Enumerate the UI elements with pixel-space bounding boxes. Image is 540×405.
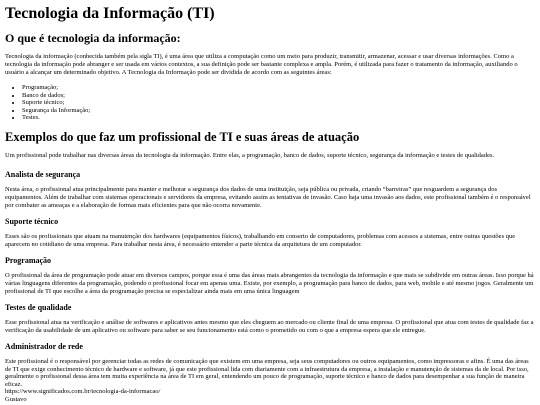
section-heading-programming: Programação	[5, 255, 52, 265]
author-name: Gustavo	[5, 395, 27, 403]
list-item: • Banco de dados;	[22, 92, 535, 100]
page-title: Tecnologia da Informação (TI)	[5, 5, 215, 22]
list-item: • Testes.	[22, 114, 535, 122]
section-heading-testing: Testes de qualidade	[5, 302, 72, 312]
list-item: • Programação;	[22, 84, 535, 92]
list-item: • Suporte técnico;	[22, 99, 535, 107]
areas-list	[5, 84, 535, 122]
intro-paragraph: Tecnologia da informação (conhecida também pela sigla TI), é uma área que utiliza a computação como um meio para produzir, transmitir, armazenar, acessar e usar diversas informações. Como a tecnologia da informação pode abranger e ser usada em vários contextos, a sua definição pode ser bastante complexa e ampla. Porém, é utilizada para fazer o tratamento da informação, auxiliando o usuário a alcançar um determinado objetivo. A Tecnologia da Informação pode ser dividida de acordo com as seguintes áreas:	[5, 53, 518, 76]
section-text-programming: O profissional da área de programação pode atuar em diversos campos, porque essa é uma das áreas mais abrangentes da tecnologia da informação e que mais se subdivide em outras áreas. Isso porque há várias linguagens diferentes da programação, podendo o profissional focar em apenas uma. Existe, por exemplo, a programação para banco de dados, para web, mobile e até mesmo jogos. Geralmente um profissional de TI que escolhe a área da programação precisa se especializar ainda mais em uma única linguagem	[5, 271, 534, 295]
section-heading-support: Suporte técnico	[5, 216, 59, 226]
section-heading-security: Analista de segurança	[5, 169, 81, 179]
section-heading-network: Administrador de rede	[5, 341, 83, 351]
section-text-security: Nesta área, o profissional atua principalmente para manter e melhorar a segurança dos dados de uma instituição, seja pública ou privada, criando “barreiras” que resguardem a segurança dos equipamentos. Além de trabalhar com sistemas operacionais e servidores da empresa, evitando assim as tentativas de invasão. Caso haja uma invasão aos dados, este profissional também é o responsável por combater as ameaças e a elaboração de formas mais eficientes para que não ocorra novamente.	[5, 185, 531, 209]
list-item: • Segurança da Informação;	[22, 107, 535, 115]
examples-paragraph: Um profissional pode trabalhar nas diversas áreas da tecnologia da informação. Entre elas, a programação, banco de dados, suporte técnico, segurança da informação e testes de qualidades.	[5, 151, 495, 159]
examples-heading: Exemplos do que faz um profissional de TI e suas áreas de atuação	[5, 129, 360, 144]
section-text-support: Esses são os profissionais que atuam na manutenção dos hardwares (equipamentos físicos), trabalhando em conserto de computadores, problemas com acessos a sistemas, entre outras questões que aparecem no cotidiano de uma empresa. Para trabalhar nesta área, é necessário entender a parte técnica da arquitetura de um computador.	[5, 232, 516, 248]
source-url: https://www.significados.com.br/tecnologia-da-informacao/	[5, 388, 161, 396]
section-text-testing: Esse profissional atua na verificação e análise de softwares e aplicativos antes mesmo que eles cheguem ao mercado ou cliente final de uma empresa. O profissional que atua com testes de qualidade faz a verificação da usabilidade de um aplicativo ou software para saber se seu funcionamento está como o prometido ou com o que a empresa espera que ele entregue.	[5, 318, 534, 334]
section-text-network: Este profissional é o responsável por gerenciar todas as redes de comunicação que existem em uma empresa, seja seus computadores ou outros equipamentos, como impressoras e afins. É uma das áreas de TI que exige conhecimento técnico de hardware e software, já que este profissional lida com diariamente com a infraestrutura da empresa, a instalação e manutenção de sistemas da de local. Por isso, geralmente o profissional dessa área tem muita experiência na área de TI em geral, entendendo um pouco de programação, suporte técnico e banco de dados para desempenhar a sua função de maneira eficaz.	[5, 357, 529, 388]
intro-heading: O que é tecnologia da informação:	[5, 31, 181, 45]
